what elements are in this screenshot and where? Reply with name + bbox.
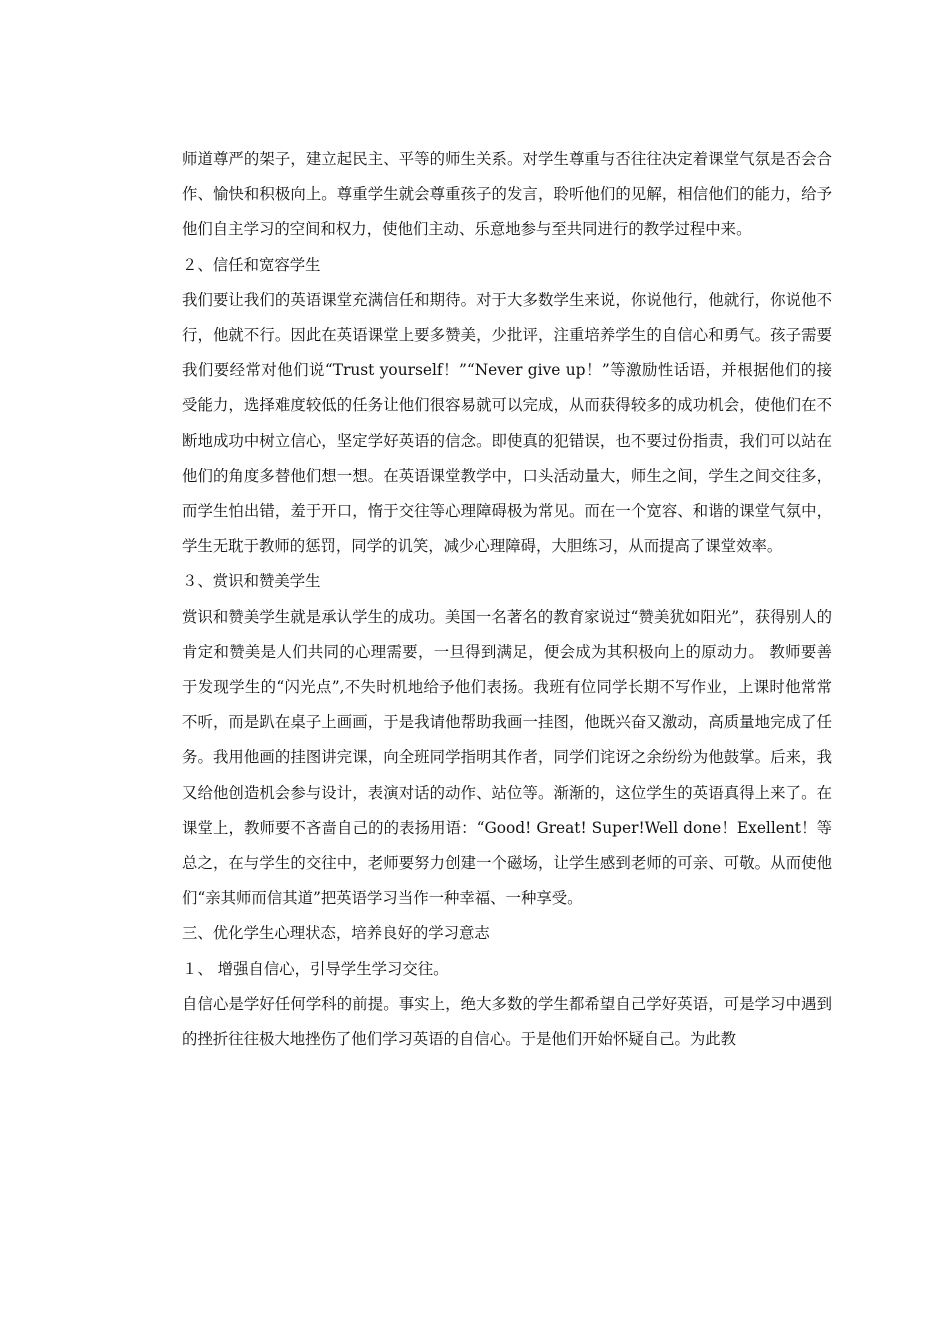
heading-section-three: 三、优化学生心理状态，培养良好的学习意志 bbox=[182, 924, 490, 943]
paragraph-self-confidence: 自信心是学好任何学科的前提。事实上，绝大多数的学生都希望自己学好英语，可是学习中遇到的挫折往往极大地挫伤了他们学习英语的自信心。于是他们开始怀疑自己。为此教 bbox=[182, 994, 832, 1049]
heading-appreciate-praise: ３、赏识和赞美学生 bbox=[182, 572, 321, 591]
paragraph-respect-students: 师道尊严的架子，建立起民主、平等的师生关系。对学生尊重与否往往决定着课堂气氛是否会合作、愉快和积极向上。尊重学生就会尊重孩子的发言，聆听他们的见解，相信他们的能力，给予他们自主学习的空间和权力，使他们主动、乐意地参与至共同进行的教学过程中来。 bbox=[182, 150, 832, 239]
heading-self-confidence: １、 增强自信心，引导学生学习交往。 bbox=[182, 959, 449, 978]
paragraph-appreciate-praise: 赏识和赞美学生就是承认学生的成功。美国一名著名的教育家说过“赞美犹如阳光”，获得别人的肯定和赞美是人们共同的心理需要，一旦得到满足，便会成为其积极向上的原动力。 教师要善于发现学生的“闪光点”,不失时机地给予他们表扬。我班有位同学长期不写作业，上课时他常常不听，而是趴在桌子上画画，于是我请他帮助我画一挂图，他既兴奋又激动，高质量地完成了任务。我用他画的挂图讲完课，向全班同学指明其作者，同学们诧讶之余纷纷为他鼓掌。后来，我又给他创造机会参与设计，表演对话的动作、站位等。渐渐的，这位学生的英语真得上来了。在课堂上，教师要不吝啬自己的的表扬用语：“Good! Great! Super!Well done！Exellent！等总之，在与学生的交往中，老师要努力创建一个磁场，让学生感到老师的可亲、可敬。从而使他们“亲其师而信其道”把英语学习当作一种幸福、一种享受。 bbox=[182, 607, 832, 908]
heading-trust-tolerance: ２、信任和宽容学生 bbox=[182, 255, 321, 274]
document-page bbox=[182, 142, 832, 1057]
paragraph-trust-tolerance: 我们要让我们的英语课堂充满信任和期待。对于大多数学生来说，你说他行，他就行，你说他不行，他就不行。因此在英语课堂上要多赞美，少批评，注重培养学生的自信心和勇气。孩子需要我们要经常对他们说“Trust yourself！”“Never give up！”等激励性话语，并根据他们的接受能力，选择难度较低的任务让他们很容易就可以完成，从而获得较多的成功机会，使他们在不断地成功中树立信心，坚定学好英语的信念。即使真的犯错误，也不要过份指责，我们可以站在他们的角度多替他们想一想。在英语课堂教学中，口头活动量大，师生之间，学生之间交往多，而学生怕出错，羞于开口，惰于交往等心理障碍极为常见。而在一个宽容、和谐的课堂气氛中，学生无耽于教师的惩罚，同学的讥笑，减少心理障碍，大胆练习，从而提高了课堂效率。 bbox=[182, 290, 832, 556]
